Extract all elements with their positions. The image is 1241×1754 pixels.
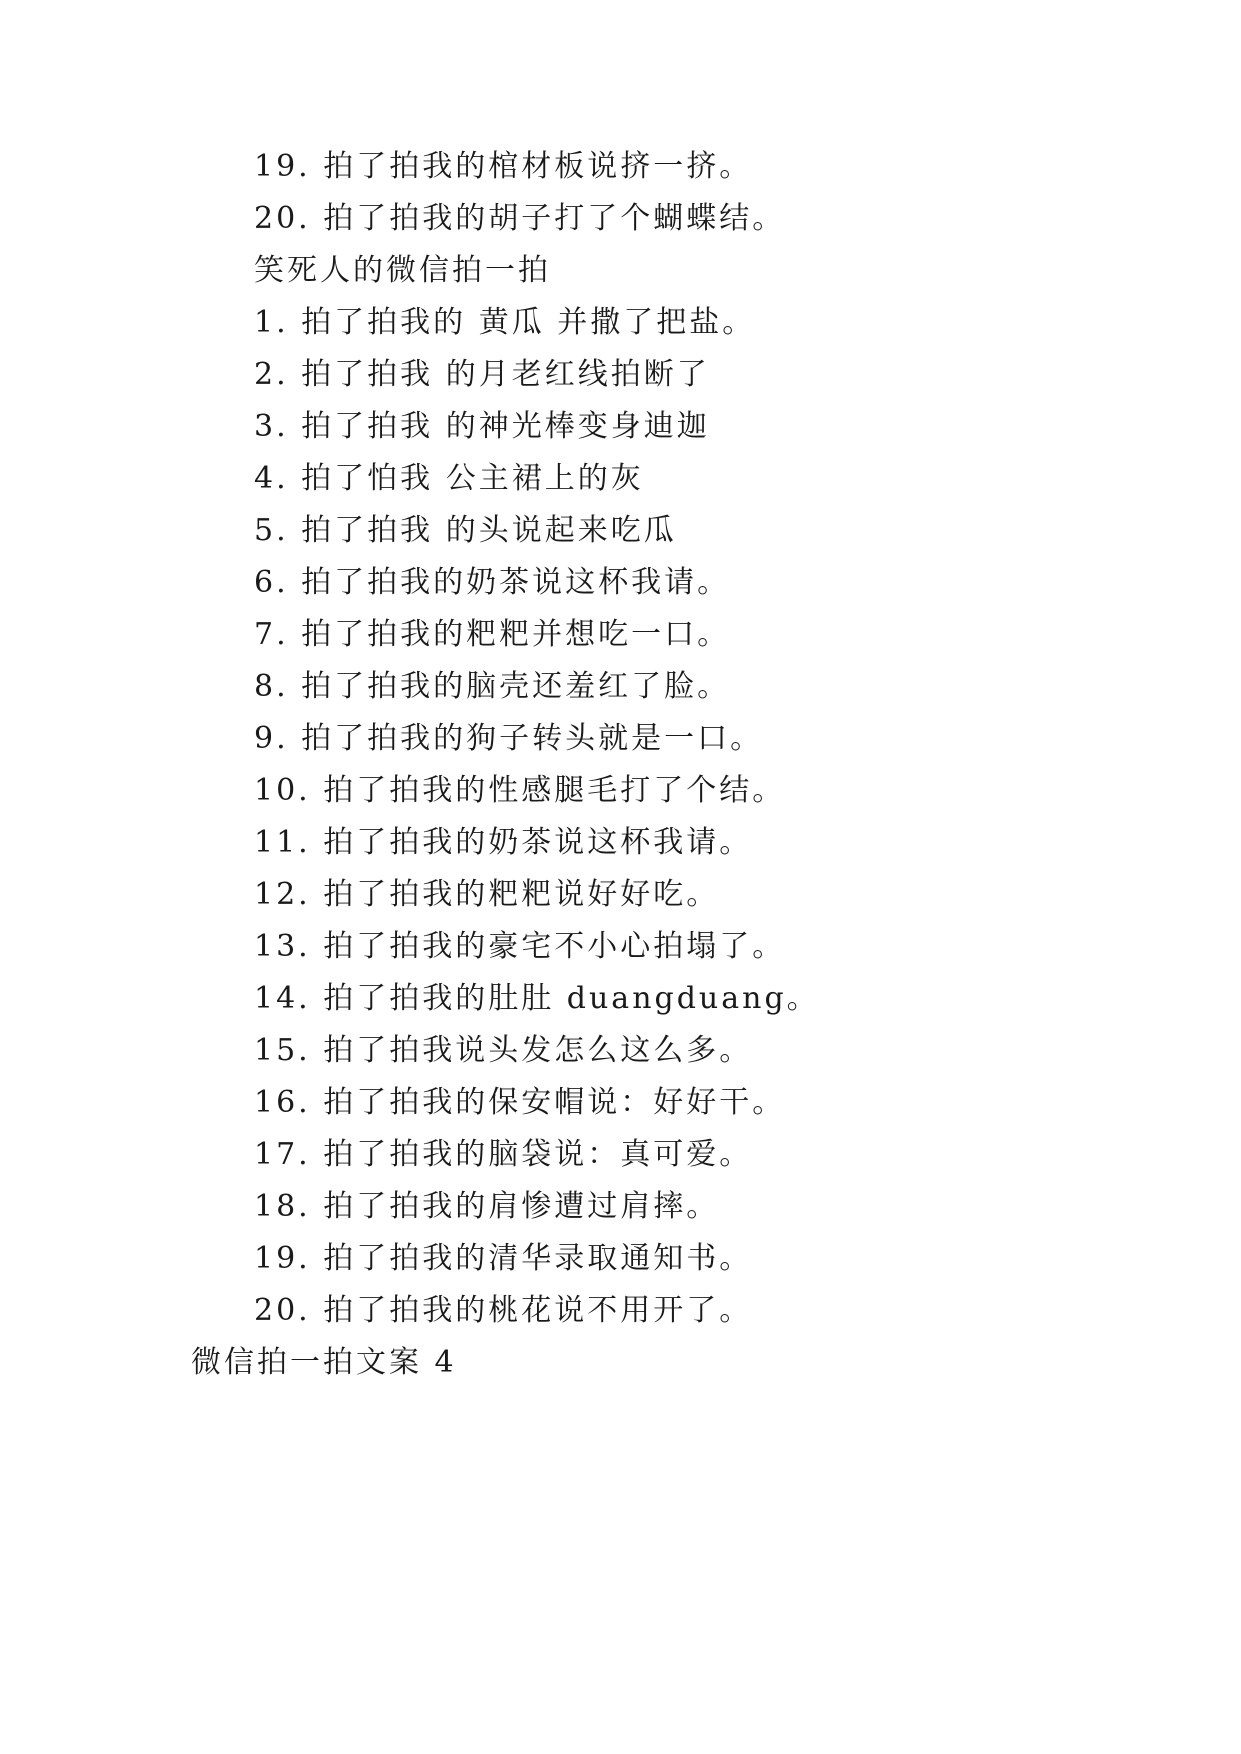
list-item: 12. 拍了拍我的粑粑说好好吃。 xyxy=(254,877,720,912)
list-item: 4. 拍了怕我 公主裙上的灰 xyxy=(254,461,644,496)
list-item: 19. 拍了拍我的棺材板说挤一挤。 xyxy=(254,149,753,184)
list-item: 9. 拍了拍我的狗子转头就是一口。 xyxy=(254,721,764,756)
list-item: 17. 拍了拍我的脑袋说：真可爱。 xyxy=(254,1137,753,1172)
list-item: 6. 拍了拍我的奶茶说这杯我请。 xyxy=(254,565,731,600)
list-item: 7. 拍了拍我的粑粑并想吃一口。 xyxy=(254,617,731,652)
list-item: 5. 拍了拍我 的头说起来吃瓜 xyxy=(254,513,677,548)
section-heading: 微信拍一拍文案 4 xyxy=(191,1345,457,1380)
list-item: 1. 拍了拍我的 黄瓜 并撒了把盐。 xyxy=(254,305,756,340)
list-item: 3. 拍了拍我 的神光棒变身迪迦 xyxy=(254,409,710,444)
list-item: 18. 拍了拍我的肩惨遭过肩摔。 xyxy=(254,1189,720,1224)
list-item: 2. 拍了拍我 的月老红线拍断了 xyxy=(254,357,710,392)
subsection-heading: 笑死人的微信拍一拍 xyxy=(254,253,551,288)
list-item: 15. 拍了拍我说头发怎么这么多。 xyxy=(254,1033,753,1068)
list-item: 10. 拍了拍我的性感腿毛打了个结。 xyxy=(254,773,786,808)
list-item: 8. 拍了拍我的脑壳还羞红了脸。 xyxy=(254,669,731,704)
list-item: 11. 拍了拍我的奶茶说这杯我请。 xyxy=(254,825,753,860)
list-item: 16. 拍了拍我的保安帽说：好好干。 xyxy=(254,1085,786,1120)
list-item: 13. 拍了拍我的豪宅不小心拍塌了。 xyxy=(254,929,786,964)
list-item: 19. 拍了拍我的清华录取通知书。 xyxy=(254,1241,753,1276)
list-item: 20. 拍了拍我的桃花说不用开了。 xyxy=(254,1293,753,1328)
list-item: 14. 拍了拍我的肚肚 duangduang。 xyxy=(254,981,820,1016)
list-item: 20. 拍了拍我的胡子打了个蝴蝶结。 xyxy=(254,201,786,236)
